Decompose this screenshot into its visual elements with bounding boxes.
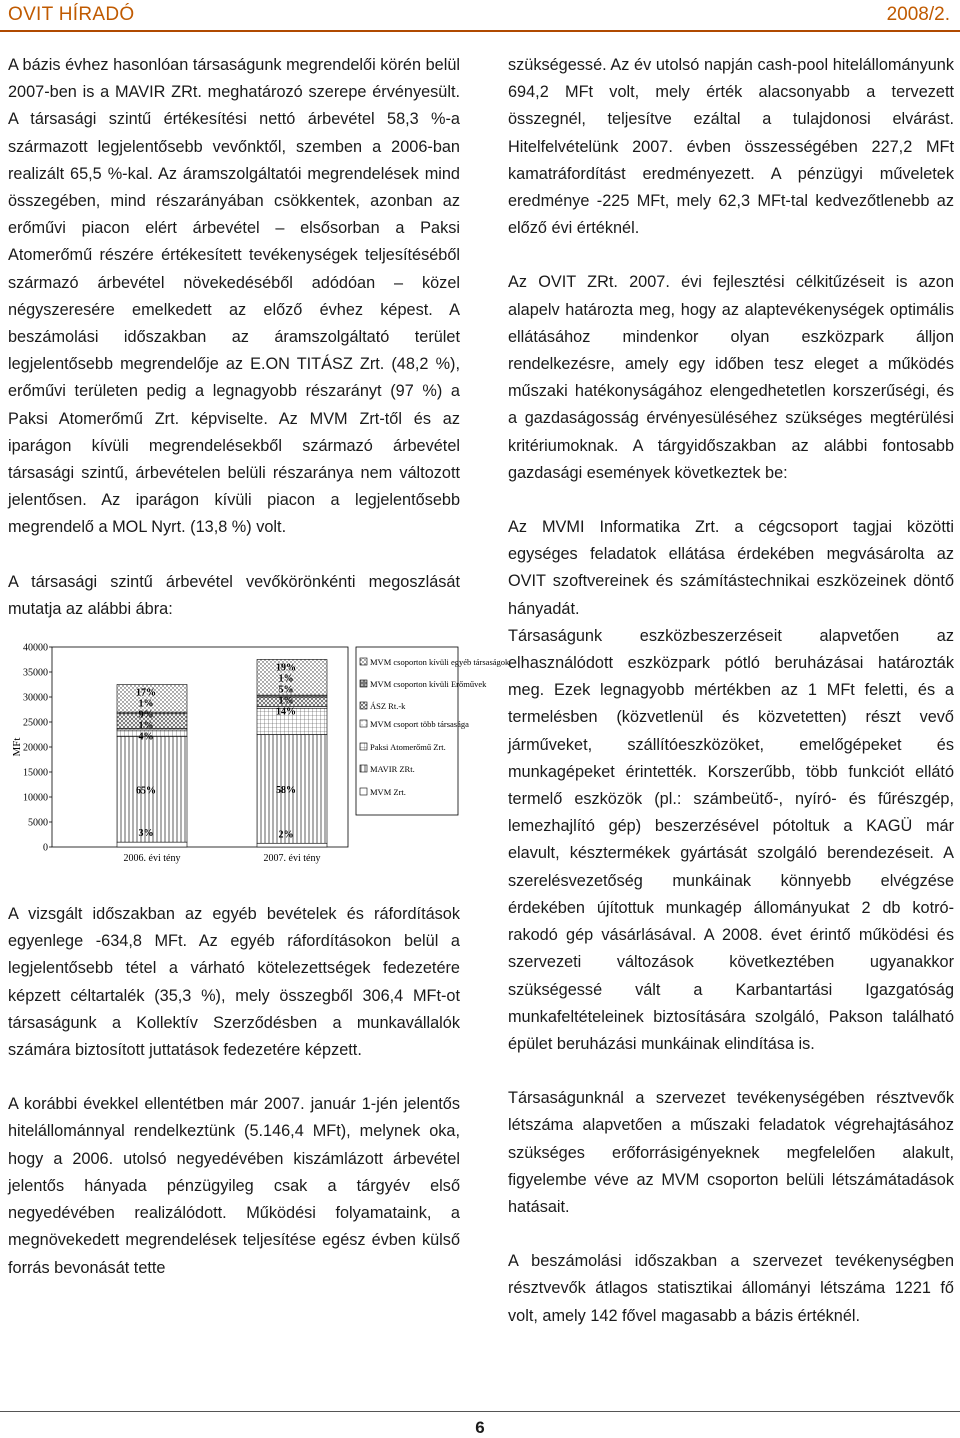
y-tick-label: 15000 [23,767,48,779]
data-label: 5% [278,684,294,696]
legend-label: MAVIR ZRt. [370,764,415,775]
y-axis-label: MFt [11,737,23,757]
legend-swatch [360,765,367,772]
y-tick-label: 10000 [23,792,48,804]
data-label: 58% [276,784,296,796]
paragraph: A beszámolási időszakban a szervezet tevékenységben résztvevők átlagos statisztikai állományi létszáma 1221 fő volt, amely 142 fővel magasabb a bázis értéknél. [508,1252,954,1325]
data-label: 1% [278,673,294,685]
paragraph: A korábbi évekkel ellentétben már 2007. január 1-jén jelentős hitelállománnyal rendelkeztünk (5.146,4 MFt), melynek oka, hogy a 2006. utolsó negyedévében kiszámlázott árbevétel jelentős hányada pénzügyileg csak a tárgyév első negyedévében realizálódott. Működési folyamataink, a megnövekedett megrendelések teljesítése egész évben külső forrás bevonását tette [8,1095,460,1277]
y-tick-label: 30000 [23,692,48,704]
legend-swatch [360,743,367,750]
paragraph: A vizsgált időszakban az egyéb bevételek és ráfordítások egyenlege -634,8 MFt. Az egyéb ráfordításokon belül a legjelentősebb tétel a várható kötelezettségek fedezetére képzett céltartalék (35,3 %), mely összegből 306,4 MFt-ot társaságunk a Kollektív Szerződésben a munkavállalók számára biztosított juttatások fedezetére képzett. [8,905,460,1060]
left-column [8,52,510,1282]
paragraph: Az OVIT ZRt. 2007. évi fejlesztési célkitűzéseit is azon alapelv határozta meg, hogy az alaptevékenységek optimális ellátásához mindenkor olyan eszközpark álljon rendelkezésre, amely egy időben tesz eleget a működés műszaki hatékonyságához elengedhetetlen korszerűségi, és a gazdaságosság érvényesüléséhez szükséges megtérülési kritériumoknak. A tárgyidőszakban az alábbi fontosabb gazdasági események következtek be: [508,273,954,482]
page-header [0,0,960,32]
y-tick-label: 40000 [23,642,48,654]
data-label: 14% [276,706,296,718]
paragraph: szükségessé. Az év utolsó napján cash-pool hitelállományunk 694,2 MFt volt, mely érték alacsonyabb a tervezett összegnél, teljesítve ezáltal a tulajdonosi elvárást. Hitelfelvételünk 2007. évben összességében 227,2 MFt kamatráfordítást eredményezett. A pénzügyi műveletek eredménye -225 MFt, mely 62,3 MFt-tal kedvezőtlenebb az előző évi értéknél. [508,56,954,238]
data-label: 65% [136,785,156,797]
legend-swatch [360,788,367,795]
data-label: 9% [138,709,154,721]
data-label: 2% [278,829,294,841]
legend-label: MVM Zrt. [370,787,406,798]
legend-swatch [360,680,367,687]
legend-label: MVM csoporton kívüli Erőművek [370,679,487,690]
data-label: 17% [136,687,156,699]
paragraph: Az MVMI Informatika Zrt. a cégcsoport tagjai közötti egységes feladatok ellátása érdekében megvásárolta az OVIT szoftvereinek és számítástechnikai eszközeinek döntő hányadát. [508,518,954,618]
data-label: 1% [138,698,154,710]
y-tick-label: 5000 [28,817,48,829]
footer-rule [0,1411,960,1412]
data-label: 3% [138,828,154,840]
data-label: 19% [276,662,296,674]
issue-number: 2008/2. [886,4,950,25]
paragraph: A bázis évhez hasonlóan társaságunk megrendelői körén belül 2007-ben is a MAVIR ZRt. meghatározó szerepe érvényesült. A társasági szintű értékesítési nettó árbevétel 58,3 %-a származott legjelentősebb vevőnktől, szemben a 2006-ban realizált 65,5 %-kal. Az áramszolgáltatói megrendelések mind összegében, mind részarányában csökkentek, azonban az erőművi piacon elért árbevétel – elsősorban a Paksi Atomerőmű részére értékesített tevékenységek teljesítéséből származó árbevétel növekedéséből adódóan – közel négyszeresére emelkedett az előző évhez képest. A beszámolási időszakban az áramszolgáltató terület legjelentősebb megrendelője az E.ON TITÁSZ Zrt. (48,2 %), erőművi területen pedig a legnagyobb részarányt (97 %) a Paksi Atomerőmű Zrt. képviselte. Az MVM Zrt-től és az iparágon kívüli megrendelésekből származó árbevétel társasági szintű, árbevételen belüli részaránya nem változott jelentősen. Az iparágon kívüli piacon a legjelentősebb megrendelő a MOL Nyrt. (13,8 %) volt. [8,56,460,537]
legend-label: ÁSZ Rt.-k [370,701,406,712]
x-tick-label: 2006. évi tény [123,853,181,865]
legend-label: MVM csoport több társasága [370,719,469,730]
legend-label: Paksi Atomerőmű Zrt. [370,742,446,753]
revenue-chart [8,639,510,883]
paragraph: A társasági szintű árbevétel vevőkörönkénti megoszlását mutatja az alábbi ábra: [8,572,460,618]
y-tick-label: 35000 [23,667,48,679]
right-column [508,52,954,1330]
legend-swatch [360,702,367,709]
legend-swatch [360,720,367,727]
y-tick-label: 25000 [23,717,48,729]
legend-swatch [360,658,367,665]
page-number: 6 [475,1418,485,1437]
legend-label: MVM csoporton kívüli egyéb társaságok [370,657,510,668]
publication-title: OVIT HÍRADÓ [8,4,135,25]
revenue-chart-svg [8,639,510,883]
bar-segment [257,843,327,847]
data-label: 1% [278,695,294,707]
paragraph: Társaságunk eszközbeszerzéseit alapvetően az elhasználódott eszközpark pótló beruházásai határozták meg. Ezek legnagyobb mértékben az 1 MFt feletti, és a termelésben (közvetlenül és közvetetten) részt vevő járműveket, szállítóeszközöket, emelőgépeket és munkagépeket érintették. Korszerűbb, több funkciót ellátó termelő eszközök (pl.: számbeütő-, nyíró- és fűrészgép, lemezhajlító gép) beszerzésével pótoltuk a KAGÜ már elavult, késztermékek gyártását szolgáló berendezéseit. A szerelésvezetőség munkáinak könnyebb elvégzése érdekében újítottuk munkagép állományukat 2 db kotró-rakodó gép vásárlásával. A 2008. évet érintő működési és szervezeti változások következtében ugyanakkor szükségessé vált a Karbantartási Igazgatóság munkafeltételeinek biztosítására szolgáló, Pakson található épület beruházási munkáinak elindítása is. [508,626,954,1053]
y-tick-label: 0 [43,842,48,854]
data-label: 4% [138,731,154,743]
bar-segment [117,842,187,847]
x-tick-label: 2007. évi tény [263,853,321,865]
paragraph: Társaságunknál a szervezet tevékenységében résztvevők létszáma alapvetően a műszaki feladatok végrehajtásához szükséges erőforrásigényeknek megfelelően alakult, figyelembe véve az MVM csoporton belüli létszámátadások hatásait. [508,1089,954,1216]
data-label: 1% [138,720,154,732]
y-tick-label: 20000 [23,742,48,754]
